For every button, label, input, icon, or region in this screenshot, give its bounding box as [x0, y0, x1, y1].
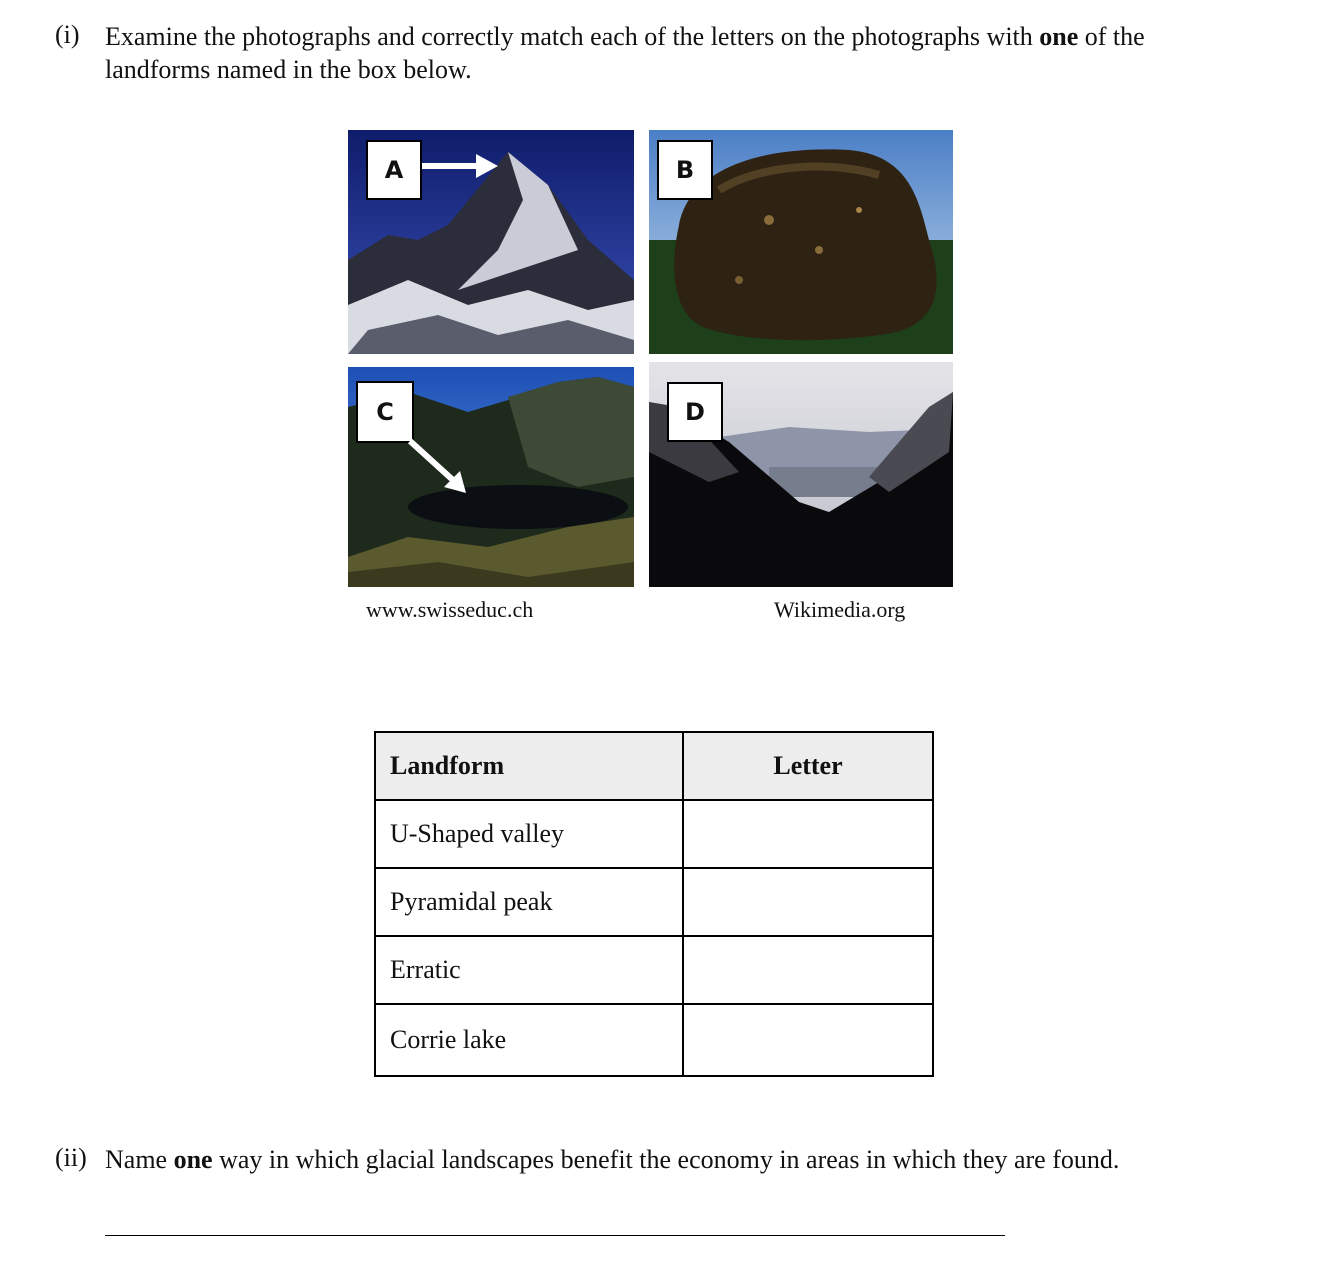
table-header-row: [375, 732, 933, 800]
photo-a-arrow-icon: [422, 154, 498, 178]
answer-line[interactable]: [105, 1235, 1005, 1236]
photo-credit-right: Wikimedia.org: [774, 597, 906, 622]
landform-cell: Pyramidal peak: [375, 868, 683, 936]
header-landform: Landform: [375, 732, 683, 800]
photo-b-letter-tag: B: [657, 140, 713, 200]
landform-cell: U-Shaped valley: [375, 800, 683, 868]
letter-answer-cell[interactable]: [683, 1004, 933, 1076]
question-ii-text: Name one way in which glacial landscapes benefit the economy in areas in which they are found.: [105, 1145, 1120, 1174]
photo-d-letter-tag: D: [667, 382, 723, 442]
question-ii-label: (ii): [55, 1143, 87, 1172]
photo-a-pyramidal-peak: [348, 130, 634, 354]
header-letter: Letter: [683, 732, 933, 800]
question-i-text: [105, 20, 1295, 86]
photo-a-letter-tag: A: [366, 140, 422, 200]
letter-answer-cell[interactable]: [683, 800, 933, 868]
table-row: [375, 868, 933, 936]
photo-credit-left: www.swisseduc.ch: [366, 597, 534, 622]
landform-cell: Corrie lake: [375, 1004, 683, 1076]
landform-table: [374, 731, 934, 1077]
photo-c-letter-tag: C: [356, 381, 414, 443]
photo-b-erratic: [649, 130, 953, 354]
photo-c-arrow-icon: [406, 437, 468, 495]
landform-cell: Erratic: [375, 936, 683, 1004]
question-i-label: (i): [55, 20, 80, 49]
photo-d-u-shaped-valley: [649, 362, 953, 587]
question-i-line1: Examine the photographs and correctly match each of the letters on the photographs with one of the: [105, 22, 1145, 51]
letter-answer-cell[interactable]: [683, 868, 933, 936]
table-row: [375, 936, 933, 1004]
photo-c-corrie-lake: [348, 367, 634, 587]
question-i-line2: landforms named in the box below.: [105, 55, 472, 84]
letter-answer-cell[interactable]: [683, 936, 933, 1004]
table-row: [375, 800, 933, 868]
table-row: [375, 1004, 933, 1076]
